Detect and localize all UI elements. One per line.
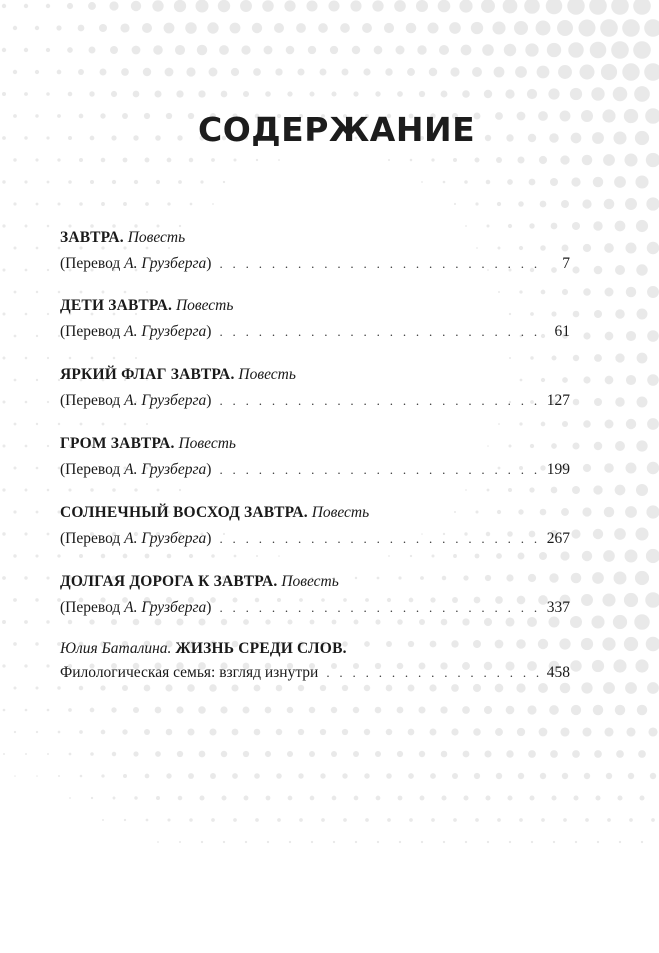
entry-genre: Повесть [175, 297, 234, 314]
entry-genre: Повесть [127, 229, 186, 246]
toc-entry [60, 500, 570, 552]
entry-page-number: 61 [554, 323, 570, 340]
entry-page-number: 458 [546, 664, 570, 681]
entry-genre: Повесть [238, 366, 296, 383]
entry-page-number: 127 [546, 392, 570, 409]
entry-page-number: 267 [546, 530, 570, 547]
entry-title: ДЕТИ ЗАВТРА. [60, 297, 173, 314]
entry-genre: Повесть [178, 435, 236, 452]
entry-translator-note: (Перевод А. Грузберга) [60, 461, 212, 478]
dot-leader [219, 251, 540, 277]
toc-entry [60, 362, 570, 414]
entry-translator-note: (Перевод А. Грузберга) [60, 599, 212, 616]
entry-title: ГРОМ ЗАВТРА. [60, 435, 175, 452]
dot-leader [219, 457, 540, 483]
dot-leader [219, 388, 540, 414]
dot-leader [219, 595, 540, 621]
dot-leader [219, 526, 540, 552]
entry-title: СОЛНЕЧНЫЙ ВОСХОД ЗАВТРА. [60, 504, 308, 521]
toc-entry [60, 569, 570, 621]
entry-author: Юлия Баталина. [60, 640, 172, 657]
toc-entry [60, 431, 570, 483]
entry-page-number: 337 [546, 599, 570, 616]
toc-entry [60, 293, 570, 345]
entry-page-number: 7 [562, 255, 570, 272]
entry-title: ЗАВТРА. [60, 229, 124, 246]
dot-leader [326, 661, 540, 685]
entry-title: ДОЛГАЯ ДОРОГА К ЗАВТРА. [60, 573, 278, 590]
entry-genre: Повесть [281, 573, 339, 590]
entry-translator-note: (Перевод А. Грузберга) [60, 392, 212, 409]
entry-title: ЖИЗНЬ СРЕДИ СЛОВ. [175, 640, 347, 657]
entry-title: ЯРКИЙ ФЛАГ ЗАВТРА. [60, 366, 235, 383]
entry-translator-note: (Перевод А. Грузберга) [60, 255, 212, 272]
page-title: СОДЕРЖАНИЕ [198, 110, 476, 149]
entry-translator-note: (Перевод А. Грузберга) [60, 530, 212, 547]
entry-translator-note: (Перевод А. Грузберга) [60, 323, 212, 340]
toc-entry [60, 225, 570, 277]
entry-page-number: 199 [546, 461, 570, 478]
toc-entry-afterword [60, 637, 570, 685]
entry-subtitle: Филологическая семья: взгляд изнутри [60, 664, 319, 681]
dot-leader [219, 319, 540, 345]
entry-genre: Повесть [311, 504, 370, 521]
